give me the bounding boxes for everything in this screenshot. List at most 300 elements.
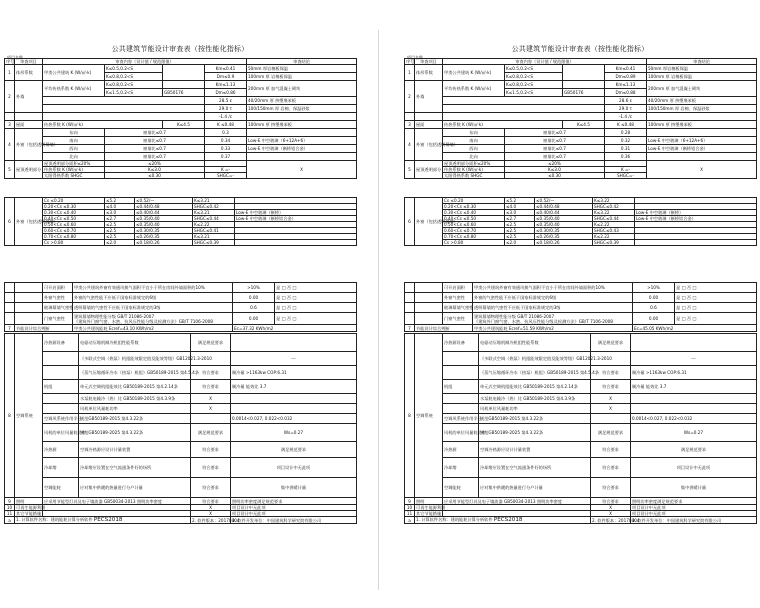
row-2-req2-r: Dm≤0.88 bbox=[605, 89, 647, 97]
row-2-gb-r: GB50176 bbox=[563, 89, 605, 97]
r6-4-d: K≤2.22 bbox=[193, 222, 235, 228]
row-9-no-r: 9 bbox=[405, 498, 415, 505]
sheet-title-right: 公共建筑节能设计审查表（按性能化指标） bbox=[511, 45, 649, 53]
r8r-0-sub: 冷热源设备 bbox=[443, 334, 479, 352]
row-3-val: K≤4.5 bbox=[163, 121, 205, 129]
footer-f1-r: 1. 计算软件名称：建筑能耗计算分析软件 bbox=[416, 517, 493, 522]
row-9-check-r: 符合要求 bbox=[591, 498, 631, 505]
air-0-check: 是 □ 否 □ bbox=[275, 283, 357, 293]
review-table-window bbox=[4, 197, 357, 246]
header-no-r: 序号 bbox=[406, 59, 415, 64]
row-4-ratio-south: 窗墙比≤0.7 bbox=[105, 137, 205, 145]
air-r-2-text: 透明幕墙的气密性不应低于国家标准规定的3级 bbox=[473, 303, 633, 313]
row-4-note-r: Low-E 中空玻璃（6+12A+6） bbox=[647, 137, 757, 145]
row-6-no: 6 bbox=[5, 198, 15, 246]
r6r-3-c: ≤0.35/0.40 bbox=[535, 216, 593, 222]
air-r-3-text bbox=[473, 313, 633, 325]
r6r-5-c: ≤0.30/0.35 bbox=[535, 228, 593, 234]
project-label: 项目名称 bbox=[7, 55, 23, 60]
r6-1-d: SHGC≤0.42 bbox=[193, 204, 235, 210]
r8-3-sub: 机组 bbox=[43, 380, 79, 394]
r6r-1-b: ≤4.0 bbox=[505, 204, 535, 210]
row-2-note3: 100/150mm 厚 岩棉、保温砂浆 bbox=[247, 105, 357, 113]
header-content-r: 审查内容（设计值 / 规范限值） bbox=[443, 59, 647, 65]
row-2-v1: 28.5 ε bbox=[205, 97, 247, 105]
r8r-6-sub: 空调风系统作用半径 bbox=[443, 414, 479, 424]
sheet-title: 公共建筑节能设计审查表（按性能化指标） bbox=[111, 45, 249, 53]
row-4-val-south: 0.34 bbox=[205, 137, 247, 145]
air-1-label: 外窗气密性 bbox=[43, 293, 73, 303]
air-1-check: 是 □ 否 □ bbox=[275, 293, 357, 303]
header-check-r: 审查结论 bbox=[647, 59, 757, 65]
page-divider bbox=[378, 30, 379, 590]
row-4-val-east: 0.3 bbox=[205, 129, 247, 137]
r6-2-c: ≤0.40/0.44 bbox=[135, 210, 193, 216]
r6-3-d: SHGC≤0.44 bbox=[193, 216, 235, 222]
r8r-4-check: Ⅹ bbox=[591, 394, 631, 404]
row-2-req: Km≤1.13 bbox=[205, 81, 247, 89]
r6-7-b: ≤2.0 bbox=[105, 240, 135, 246]
row-2-v1-r: 28.6 ε bbox=[605, 97, 647, 105]
r6r-5-a: 0.60<Cs ≤0.70 bbox=[443, 228, 505, 234]
r8r-3-text: 单元式空调机组能效比 GB50189-2015 第4.2.14条 bbox=[479, 380, 591, 394]
row-4-ratio-north-r: 窗墙比≤0.7 bbox=[505, 153, 605, 161]
row-5-label: 屋顶透明部分 bbox=[15, 161, 43, 179]
r6r-7-b: ≤2.0 bbox=[505, 240, 535, 246]
air-1-yes: 是 bbox=[276, 295, 281, 300]
r6-5-b: ≤2.5 bbox=[105, 228, 135, 234]
header-no: 序号 bbox=[6, 59, 15, 64]
air-r-1-label: 外窗气密性 bbox=[443, 293, 473, 303]
row-7-content: 甲类公共建筑能耗 Ecref=43.10 KWh/m2 bbox=[73, 325, 233, 332]
row-1-content-r: 甲类公共建筑 K (W/㎡·k) bbox=[443, 65, 505, 81]
review-table-airtight bbox=[4, 282, 357, 332]
r6-0-c: ≤0.52/— bbox=[135, 198, 193, 204]
footer-a-r: a bbox=[405, 517, 415, 524]
row-2-note2-r: 40/20mm 厚 挤塑聚苯板 bbox=[647, 97, 757, 105]
r6-6-b: ≤2.5 bbox=[105, 234, 135, 240]
r8-3-text: 单元式空调机组能效比 GB50189-2015 第4.2.14条 bbox=[79, 380, 191, 394]
row-6-note2-r: Low-E 中空玻璃（断桥铝合金） bbox=[635, 216, 757, 222]
row-5-no: 5 bbox=[5, 161, 15, 179]
r8-2-text: 《蒸气压缩循环冷水（热泵）机组》GB50189-2015 第4.5.4条 bbox=[79, 366, 191, 380]
footer-version: 2. 软件版本：20170404 bbox=[192, 517, 240, 523]
row-2-v3-r: -1.4 /c bbox=[605, 113, 647, 121]
row-10-no: 10 bbox=[5, 505, 15, 511]
r8r-7-text: 规范GB50189-2025 第4.3.22条 bbox=[479, 424, 591, 442]
r6-7-c: ≤0.18/0.26 bbox=[135, 240, 193, 246]
r8-10-check: 符合要求 bbox=[191, 478, 231, 498]
header-item-r: 审查项目 bbox=[415, 59, 443, 65]
row-5-val-1: ≤20% bbox=[105, 161, 205, 167]
row-5-val-2: K≤3.0 bbox=[105, 167, 205, 173]
r8-4-text: 水泵耗电输冷（热）比 GB50189-2015 第4.3.9条 bbox=[79, 394, 191, 404]
row-5-req: K =- bbox=[205, 167, 247, 173]
row-10-check-r: Ⅹ bbox=[591, 505, 631, 511]
air-r-0-no: 否 bbox=[686, 285, 692, 290]
r8r-3-sub: 机组 bbox=[443, 380, 479, 394]
row-3-req: K ≤0.48 bbox=[205, 121, 247, 129]
r8r-4-text: 水泵耗电输冷（热）比 GB50189-2015 第4.3.9条 bbox=[479, 394, 591, 404]
row-10-label-r: 可再生能源利用 bbox=[416, 505, 446, 510]
row-5-req-r: K =- bbox=[605, 167, 647, 173]
row-4-val-north: 0.37 bbox=[205, 153, 247, 161]
r6-4-c: ≤0.35/0.40 bbox=[135, 222, 193, 228]
row-4-note2-r: Low-E 中空玻璃（断桥铝合金） bbox=[647, 145, 757, 153]
row-4-orient-north: 北向 bbox=[43, 153, 105, 161]
row-10-val-r: 项目设计中无此项 bbox=[631, 505, 757, 511]
r6r-4-c: ≤0.35/0.40 bbox=[535, 222, 593, 228]
row-4-label-r: 外窗（包括透明幕墙） bbox=[415, 129, 443, 161]
row-1-req2-r: Dm≤0.89 bbox=[605, 73, 647, 81]
row-4-ratio-west: 窗墙比≤0.7 bbox=[105, 145, 205, 153]
air-2-yes: 是 bbox=[276, 305, 281, 310]
row-2-no-r: 2 bbox=[405, 81, 415, 113]
air-0-no: 否 bbox=[286, 285, 292, 290]
r6-3-c: ≤0.35/0.40 bbox=[135, 216, 193, 222]
row-11-val-r: 项目设计中无此项 bbox=[631, 511, 757, 517]
air-r-2-check: 是 □ 否 □ bbox=[675, 303, 757, 313]
row-3-req-r: K ≤0.48 bbox=[605, 121, 647, 129]
r6r-6-a: 0.70<Cs ≤0.80 bbox=[443, 234, 505, 240]
r8r-8-sub: 冷热源 bbox=[443, 442, 479, 458]
r8r-1-val: --- bbox=[631, 352, 757, 366]
row-9-check: 符合要求 bbox=[191, 498, 231, 505]
r8-9-text: 冷却塔应设置在空气流通条件好的场所 bbox=[79, 458, 191, 478]
row-2-val-a-r: K≤0.8,0.2<S bbox=[505, 81, 563, 89]
row-5-line-2-r: 传热系数 K (W/㎡·k) bbox=[443, 167, 505, 173]
air-r-3-text-b: 《建筑外门窗气密、水密、抗风压性能分级及检测方法》GB/T 7106-2008 bbox=[474, 318, 613, 324]
footer-sw: PECS2018 bbox=[93, 517, 123, 523]
row-3-no-r: 3 bbox=[405, 121, 415, 129]
row-10-no-r: 10 bbox=[405, 505, 415, 511]
footer-software-r bbox=[415, 517, 591, 524]
row-11-no: 11 bbox=[5, 511, 15, 517]
row-5-no-r: 5 bbox=[405, 161, 415, 179]
row-2-note: 200mm 厚 加气混凝土砌块 bbox=[247, 81, 357, 97]
row-9-label: 照明 bbox=[15, 498, 43, 505]
header-content: 审查内容（设计值 / 规范限值） bbox=[43, 59, 247, 65]
project-label-right: 项目名称 bbox=[407, 55, 423, 60]
air-0-val: >10% bbox=[233, 283, 275, 293]
row-5-line-3-r: 太阳得热系数 SHGC bbox=[443, 173, 505, 179]
row-6-label-r: 外窗（包括透明幕墙） bbox=[415, 198, 443, 246]
row-4-orient-west-r: 西向 bbox=[443, 145, 505, 153]
row-4-no: 4 bbox=[5, 129, 15, 161]
row-9-text-r: 应采用节能型灯具及电子镇流器 GB50034-2013 照明功率密度 bbox=[443, 498, 591, 505]
row-7-no-r: 7 bbox=[405, 325, 415, 332]
r8r-10-val: 集中供暖计量 bbox=[631, 478, 757, 498]
row-2-note3-r: 100/150mm 厚 岩棉、保温砂浆 bbox=[647, 105, 757, 113]
r6r-5-d: SHGC≤0.43 bbox=[593, 228, 635, 234]
r8r-8-check: 符合要求 bbox=[591, 442, 631, 458]
r8-0-val bbox=[231, 334, 357, 352]
row-1-content: 甲类公共建筑 K (W/㎡·k) bbox=[43, 65, 105, 81]
r6r-0-a: Cs ≤0.20 bbox=[443, 198, 505, 204]
footer-developer: 3. 软件开发单位：中国建筑科学研究院有限公司 bbox=[231, 517, 357, 524]
footer-version-r: 2. 软件版本：20170404 bbox=[592, 517, 640, 523]
row-2-label: 外墙 bbox=[15, 81, 43, 113]
row-5-val-2-r: K≤3.0 bbox=[505, 167, 605, 173]
row-1-label-r: 体形系数 bbox=[415, 65, 443, 81]
r6r-1-d: SHGC≤0.42 bbox=[593, 204, 635, 210]
row-6-label: 外窗（包括透明幕墙） bbox=[15, 198, 43, 246]
r8-6-text: 规范GB50189-2015 第4.3.22条 bbox=[79, 414, 191, 424]
row-1-val-a: K≤0.5,0.2<S bbox=[105, 65, 163, 73]
row-4-ratio-east: 窗墙比≤0.7 bbox=[105, 129, 205, 137]
air-0-label: 可开启面积 bbox=[43, 283, 73, 293]
air-r-3-text-a: 建筑幕墙物理性能分级 GB/T 21086-2007 bbox=[474, 313, 555, 319]
row-11-label: 其它节能措施 bbox=[16, 511, 42, 516]
r6-1-b: ≤4.0 bbox=[105, 204, 135, 210]
row-3-label: 屋面 bbox=[15, 121, 43, 129]
r6-5-c: ≤0.30/0.35 bbox=[135, 228, 193, 234]
row-5-val-1-r: ≤20% bbox=[505, 161, 605, 167]
row-3-content-r: 传热系数 K (W/㎡·k) bbox=[443, 121, 563, 129]
row-3-note-r: 100mm 厚 挤塑聚苯板 bbox=[647, 121, 757, 129]
row-6-note-r: Low-E 中空玻璃（断桥） bbox=[635, 210, 757, 216]
r6-5-d: SHGC≤0.41 bbox=[193, 228, 235, 234]
r8-8-text: 空调冷热源应设计计量装置 bbox=[79, 442, 191, 458]
row-7-label: 节能设计综合判断 bbox=[15, 325, 73, 332]
r8-5-text: 风机单位风量耗功率 bbox=[79, 404, 191, 414]
air-3-no: 否 bbox=[286, 316, 292, 321]
r8r-9-val: 项目设计中无此项 bbox=[631, 458, 757, 478]
r8-9-val: 项目设计中无此项 bbox=[231, 458, 357, 478]
row-3-val-r: K≤4.5 bbox=[563, 121, 605, 129]
r6r-2-d: K≤3.22 bbox=[593, 210, 635, 216]
r6-3-a: 0.40<Cs ≤0.50 bbox=[43, 216, 105, 222]
row-10-label: 可再生能源利用 bbox=[16, 505, 46, 510]
air-0-text: 甲类公共建筑外窗有效通风换气面积不宜小于所在房间外墙面积的10% bbox=[73, 283, 233, 293]
energy-review-sheet-right bbox=[404, 44, 756, 574]
row-9-text: 应采用节能型灯具及电子镇流器 GB50034-2013 照明功率密度 bbox=[43, 498, 191, 505]
r8-8-check: 符合要求 bbox=[191, 442, 231, 458]
r8r-7-sub: 风机的单位风量耗功率 bbox=[443, 424, 479, 442]
row-8-no-r: 8 bbox=[405, 334, 415, 498]
row-11-label-r: 其它节能措施 bbox=[416, 511, 442, 516]
r8r-5-check: Ⅹ bbox=[591, 404, 631, 414]
r6-7-d: SHGC≤0.39 bbox=[193, 240, 235, 246]
r8r-0-check: 满足规范要求 bbox=[591, 334, 631, 352]
row-4-note: Low-E 中空玻璃（6+12A+6） bbox=[247, 137, 357, 145]
r6-2-d: K≤3.21 bbox=[193, 210, 235, 216]
r8-9-sub: 冷却塔 bbox=[43, 458, 79, 478]
air-r-3-yes: 是 bbox=[676, 316, 681, 321]
row-4-ratio-west-r: 窗墙比≤0.7 bbox=[505, 145, 605, 153]
row-5-line-2: 传热系数 K (W/㎡·k) bbox=[43, 167, 105, 173]
row-4-orient-south: 南向 bbox=[43, 137, 105, 145]
row-5-line-1-r: 屋顶透明部分面积≤20% bbox=[443, 161, 505, 167]
row-9-no: 9 bbox=[5, 498, 15, 505]
air-r-3-check: 是 □ 否 □ bbox=[675, 313, 757, 325]
row-4-ratio-south-r: 窗墙比≤0.7 bbox=[505, 137, 605, 145]
row-4-orient-north-r: 北向 bbox=[443, 153, 505, 161]
r8r-2-text: 《蒸气压缩循环冷水（热泵）机组》GB50189-2015 第4.5.4条 bbox=[479, 366, 591, 380]
r6r-1-c: ≤0.44/0.48 bbox=[535, 204, 593, 210]
r8r-8-text: 空调冷热源应设计计量装置 bbox=[479, 442, 591, 458]
air-r-0-text: 甲类公共建筑外窗有效通风换气面积不宜小于所在房间外墙面积的10% bbox=[473, 283, 633, 293]
r6-6-a: 0.70<Cs ≤0.80 bbox=[43, 234, 105, 240]
air-3-text bbox=[73, 313, 233, 325]
r8-7-text: 规范GB50189-2025 第4.3.22条 bbox=[79, 424, 191, 442]
footer-f1: 1. 计算软件名称：建筑能耗计算分析软件 bbox=[16, 517, 93, 522]
r8-3-val: 制冷量 能效比 3.7 bbox=[231, 380, 357, 394]
air-r-1-text: 外窗的气密性能不应低于国家标准规定的6级 bbox=[473, 293, 633, 303]
row-2-req-r: Km≤1.13 bbox=[605, 81, 647, 89]
r6r-1-a: 0.20<Cs ≤0.30 bbox=[443, 204, 505, 210]
row-1-note-r: 50mm 厚岩棉板保温 bbox=[647, 65, 757, 73]
r6r-7-a: Cs >0.80 bbox=[443, 240, 505, 246]
r6r-2-b: ≤3.0 bbox=[505, 210, 535, 216]
footer-software bbox=[15, 517, 191, 524]
r6-3-b: ≤2.7 bbox=[105, 216, 135, 222]
row-3-label-r: 屋面 bbox=[415, 121, 443, 129]
header-item: 审查项目 bbox=[15, 59, 43, 65]
r6-7-a: Cs >0.80 bbox=[43, 240, 105, 246]
row-10-val: 项目设计中无此项 bbox=[231, 505, 357, 511]
row-2-v2-r: 29.0 τ bbox=[605, 105, 647, 113]
row-2-note-r: 200mm 厚 加气混凝土砌块 bbox=[647, 81, 757, 97]
row-5-check-r: Ⅹ bbox=[647, 161, 757, 179]
r6-2-a: 0.30<Cs ≤0.40 bbox=[43, 210, 105, 216]
r8-2-val: 制冷量 >1163kw COP:6.31 bbox=[231, 366, 357, 380]
r8-4-check: Ⅹ bbox=[191, 394, 231, 404]
row-2-req2: Dm≤0.86 bbox=[205, 89, 247, 97]
r8-7-check: 满足规范要求 bbox=[191, 424, 231, 442]
r8-7-val: Ws=0.27 bbox=[231, 424, 357, 442]
row-4-val-south-r: 0.32 bbox=[605, 137, 647, 145]
r6-2-b: ≤3.0 bbox=[105, 210, 135, 216]
row-4-val-west: 0.33 bbox=[205, 145, 247, 153]
r6r-3-b: ≤2.7 bbox=[505, 216, 535, 222]
r8r-7-val: Ws=0.27 bbox=[631, 424, 757, 442]
row-3-note: 100mm 厚 挤塑聚苯板 bbox=[247, 121, 357, 129]
air-r-3-val: 0.00 bbox=[633, 313, 675, 325]
row-5-line-3: 太阳得热系数 SHGC bbox=[43, 173, 105, 179]
r6r-0-c: ≤0.52/— bbox=[535, 198, 593, 204]
r8-10-text: 应对集中供暖的热量进行分户计量 bbox=[79, 478, 191, 498]
r8-10-val: 集中供暖计量 bbox=[231, 478, 357, 498]
row-2-gb: GB50176 bbox=[163, 89, 205, 97]
r6r-4-a: 0.50<Cs ≤0.60 bbox=[443, 222, 505, 228]
row-1-val-b-r: K≤0.8,0.2<S bbox=[505, 73, 563, 81]
air-3-label: 门窗气密性 bbox=[43, 313, 73, 325]
row-6-note2: Low-E 中空玻璃（断桥铝合金） bbox=[235, 216, 357, 222]
air-1-no: 否 bbox=[286, 295, 292, 300]
r6r-5-b: ≤2.5 bbox=[505, 228, 535, 234]
r6r-6-d: K≤2.22 bbox=[593, 234, 635, 240]
r6-1-c: ≤0.44/0.48 bbox=[135, 204, 193, 210]
r8r-10-sub: 空调能耗 bbox=[443, 478, 479, 498]
row-4-ratio-east-r: 窗墙比≤0.7 bbox=[505, 129, 605, 137]
air-r-2-no: 否 bbox=[686, 305, 692, 310]
air-r-2-yes: 是 bbox=[676, 305, 681, 310]
row-4-orient-south-r: 南向 bbox=[443, 137, 505, 145]
review-table-right bbox=[404, 58, 757, 179]
row-1-req: Km≤0.41 bbox=[205, 65, 247, 73]
row-6-note: Low-E 中空玻璃（断桥） bbox=[235, 210, 357, 216]
row-1-note: 50mm 厚岩棉板保温 bbox=[247, 65, 357, 73]
row-5-req2: SHGC=- bbox=[205, 173, 247, 179]
r6-6-d: K≤3.21 bbox=[193, 234, 235, 240]
r6-0-a: Cs ≤0.20 bbox=[43, 198, 105, 204]
air-r-1-yes: 是 bbox=[676, 295, 681, 300]
r6-4-a: 0.50<Cs ≤0.60 bbox=[43, 222, 105, 228]
row-4-orient-west: 西向 bbox=[43, 145, 105, 153]
r8r-1-text: 《多联式空调（热泵）机组能效限定值及能效等级》GB12021.3-2010 bbox=[479, 352, 591, 366]
r6r-7-c: ≤0.18/0.26 bbox=[535, 240, 593, 246]
row-1-no-r: 1 bbox=[405, 65, 415, 81]
air-3-yes: 是 bbox=[276, 316, 281, 321]
row-2-content: 平均传热系数 K (W/㎡·k) bbox=[43, 81, 105, 97]
r8-6-sub: 空调风系统作用半径 bbox=[43, 414, 79, 424]
row-5-line-1: 屋顶透明部分面积≤20% bbox=[43, 161, 105, 167]
r8r-9-text: 冷却塔应设置在空气流通条件好的场所 bbox=[479, 458, 591, 478]
r8-8-sub: 冷热源 bbox=[43, 442, 79, 458]
air-r-0-check: 是 □ 否 □ bbox=[675, 283, 757, 293]
footer-a: a bbox=[5, 517, 15, 524]
row-1-note2: 100mm 厚 岩棉板保温 bbox=[247, 73, 357, 81]
r6-4-b: ≤2.5 bbox=[105, 222, 135, 228]
air-3-text-b: 《建筑外门窗气密、水密、抗风压性能分级及检测方法》GB/T 7106-2008 bbox=[74, 318, 213, 324]
row-4-val-north-r: 0.36 bbox=[605, 153, 647, 161]
footer-sw-r: PECS2018 bbox=[493, 517, 523, 523]
r6r-3-a: 0.40<Cs ≤0.50 bbox=[443, 216, 505, 222]
row-1-val-b: K≤0.8,0.2<S bbox=[105, 73, 163, 81]
r6r-0-d: K≤3.22 bbox=[593, 198, 635, 204]
air-0-yes: 是 bbox=[276, 285, 281, 290]
r8-1-text: 《多联式空调（热泵）机组能效限定值及能效等级》GB12021.3-2010 bbox=[79, 352, 191, 366]
r8r-3-check: 符合要求 bbox=[591, 380, 631, 394]
review-table-hvac-right bbox=[404, 333, 757, 524]
r8r-2-val: 制冷量 >1163kw COP:6.31 bbox=[631, 366, 757, 380]
row-7-content-r: 甲类公共建筑能耗 Ecref=51.59 KWh/m2 bbox=[473, 325, 633, 332]
r8-1-val: --- bbox=[231, 352, 357, 366]
row-3-content: 传热系数 K (W/㎡·k) bbox=[43, 121, 163, 129]
review-table-window-right bbox=[404, 197, 757, 246]
row-4-val-east-r: 0.28 bbox=[605, 129, 647, 137]
row-2-val-b-r: K≤1.5,0.2<S bbox=[505, 89, 563, 97]
r6r-3-d: SHGC≤0.44 bbox=[593, 216, 635, 222]
row-1-no: 1 bbox=[5, 65, 15, 81]
row-6-no-r: 6 bbox=[405, 198, 415, 246]
row-5-check: Ⅹ bbox=[247, 161, 357, 179]
row-4-orient-east: 东向 bbox=[43, 129, 105, 137]
row-1-val-a-r: K≤0.5,0.2<S bbox=[505, 65, 563, 73]
row-10-check: Ⅹ bbox=[191, 505, 231, 511]
row-7-req: Ec=37.32 KWh/m2 bbox=[233, 325, 357, 332]
row-11-val: 项目设计中无此项 bbox=[231, 511, 357, 517]
air-3-check: 是 □ 否 □ bbox=[275, 313, 357, 325]
r8r-10-check: 符合要求 bbox=[591, 478, 631, 498]
air-r-0-val: >10% bbox=[633, 283, 675, 293]
r8-7-sub: 风机的单位风量耗功率 bbox=[43, 424, 79, 442]
r6r-2-a: 0.30<Cs ≤0.40 bbox=[443, 210, 505, 216]
row-2-val-a: K≤0.8,0.2<S bbox=[105, 81, 163, 89]
row-2-label-r: 外墙 bbox=[415, 81, 443, 113]
air-r-1-check: 是 □ 否 □ bbox=[675, 293, 757, 303]
row-4-val-west-r: 0.31 bbox=[605, 145, 647, 153]
air-3-val: 0.00 bbox=[233, 313, 275, 325]
air-1-val: 0.00 bbox=[233, 293, 275, 303]
row-8-label-r: 空调系统 bbox=[415, 334, 443, 498]
r6r-4-b: ≤2.5 bbox=[505, 222, 535, 228]
r6-5-a: 0.60<Cs ≤0.70 bbox=[43, 228, 105, 234]
row-1-label: 体形系数 bbox=[15, 65, 43, 81]
r8-9-check: 符合要求 bbox=[191, 458, 231, 478]
row-2-v2: 29.0 τ bbox=[205, 105, 247, 113]
